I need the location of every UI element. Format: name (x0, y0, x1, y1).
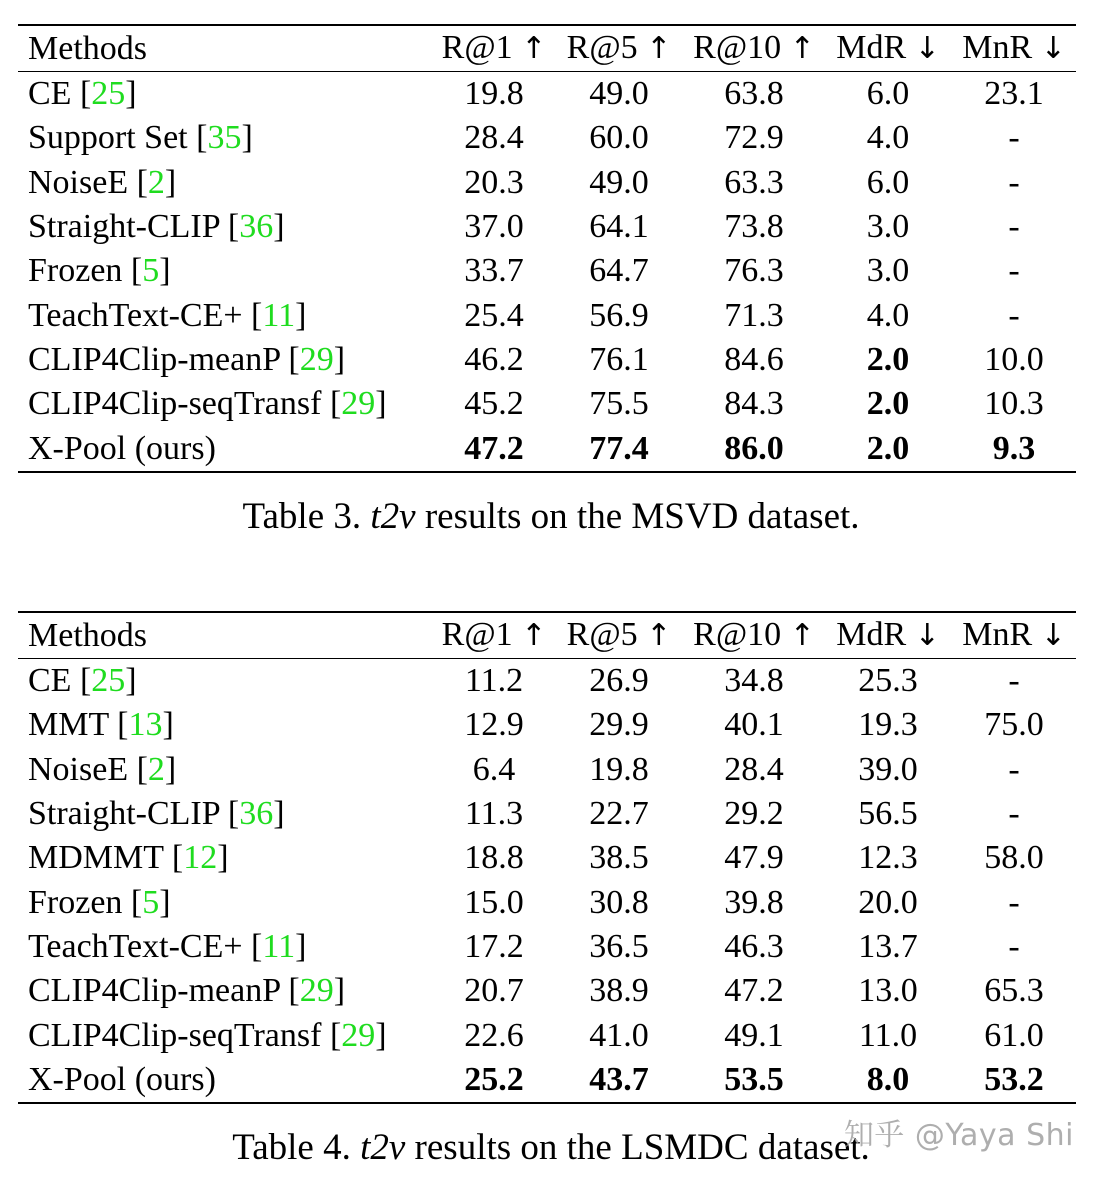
table4-header (18, 612, 1076, 659)
value-cell-r-10: 28.4 (724, 750, 784, 788)
value-cell-mnr: 58.0 (984, 839, 1044, 877)
value-cell-mnr: 10.3 (984, 385, 1044, 423)
value-cell-mnr: - (1008, 119, 1020, 157)
value-cell-r-10: 47.2 (724, 972, 784, 1010)
method-cell: CLIP4Clip-meanP [29] (28, 972, 346, 1010)
table4-header-r-10 (684, 612, 824, 659)
table-row (18, 925, 1076, 969)
table3-caption-math: t2v (370, 496, 416, 537)
value-cell-r-1: 28.4 (464, 119, 524, 157)
header-label: MdR (836, 29, 907, 66)
value-cell-r-1: 17.2 (464, 927, 524, 965)
value-cell-mdr: 4.0 (866, 119, 910, 157)
method-cell: Straight-CLIP [36] (28, 795, 285, 833)
table-row (18, 748, 1076, 792)
table-row (18, 161, 1076, 205)
value-cell-mnr: - (1008, 750, 1020, 788)
table4-header-mdr (824, 612, 952, 659)
method-name: CLIP4Clip-seqTransf (28, 1016, 330, 1054)
value-cell-mdr: 25.3 (858, 662, 918, 700)
method-cell (18, 1058, 434, 1103)
method-cell: MMT [13] (28, 706, 174, 744)
value-cell-mnr: 9.3 (952, 426, 1076, 471)
value-cell-r-10: 63.8 (724, 75, 784, 113)
table3-header-r-1 (434, 25, 554, 72)
table-row (18, 1058, 1076, 1103)
value-cell-mnr: - (1008, 252, 1020, 290)
citation-link[interactable]: 29 (299, 340, 334, 378)
citation-link[interactable]: 36 (239, 795, 274, 833)
value-cell-mnr: 65.3 (984, 972, 1044, 1010)
method-cell: MDMMT [12] (28, 839, 229, 877)
header-label: MnR (962, 616, 1033, 653)
header-label: R@1 (441, 616, 513, 653)
method-cell: Support Set [35] (28, 119, 253, 157)
table-row (18, 205, 1076, 249)
table3-caption-text: results on the MSVD dataset. (424, 496, 860, 537)
method-cell: CLIP4Clip-seqTransf [29] (28, 1016, 387, 1054)
citation-link[interactable]: 25 (91, 75, 126, 113)
method-name: X-Pool (ours) (28, 1060, 216, 1098)
method-cell: TeachText-CE+ [11] (28, 927, 307, 965)
value-cell-mnr: - (1008, 662, 1020, 700)
header-label: R@1 (441, 29, 513, 66)
header-label: R@10 (693, 616, 782, 653)
method-name: Frozen (28, 883, 131, 921)
method-cell: TeachText-CE+ [11] (28, 296, 307, 334)
citation-link[interactable]: 12 (183, 839, 218, 877)
value-cell-r-10: 84.3 (724, 385, 784, 423)
table3-header-methods (18, 25, 434, 72)
table3-header-mnr (952, 25, 1076, 72)
value-cell-mnr: 75.0 (984, 706, 1044, 744)
citation-link[interactable]: 29 (341, 1016, 376, 1054)
method-name: X-Pool (ours) (28, 429, 216, 467)
arrow-up-icon: ↑ (646, 618, 672, 653)
value-cell-r-5: 60.0 (589, 119, 649, 157)
value-cell-r-1: 19.8 (464, 75, 524, 113)
value-cell-r-1: 45.2 (464, 385, 524, 423)
method-name: NoiseE (28, 163, 137, 201)
value-cell-r-1: 46.2 (464, 340, 524, 378)
method-cell (18, 426, 434, 471)
value-cell-r-10: 46.3 (724, 927, 784, 965)
value-cell-r-10: 73.8 (724, 208, 784, 246)
table3-caption-prefix: Table 3. (242, 496, 362, 537)
table4-header-mnr (952, 612, 1076, 659)
table-row (18, 969, 1076, 1013)
value-cell-r-5: 75.5 (589, 385, 649, 423)
arrow-up-icon: ↑ (521, 31, 547, 66)
table-row (18, 382, 1076, 426)
method-name: Support Set (28, 119, 197, 157)
method-cell: CE [25] (28, 75, 137, 113)
citation-link[interactable]: 11 (262, 296, 296, 334)
citation-link[interactable]: 2 (147, 163, 165, 201)
table-row (18, 338, 1076, 382)
value-cell-mnr: 53.2 (952, 1058, 1076, 1103)
value-cell-r-1: 20.7 (464, 972, 524, 1010)
value-cell-r-5: 41.0 (589, 1016, 649, 1054)
table4-caption-math: t2v (360, 1127, 406, 1168)
value-cell-r-5: 22.7 (589, 795, 649, 833)
watermark: 知乎 @Yaya Shi (843, 1118, 1074, 1153)
header-label: R@5 (566, 29, 638, 66)
value-cell-mnr: - (1008, 883, 1020, 921)
method-cell: CE [25] (28, 662, 137, 700)
value-cell-mdr: 12.3 (858, 839, 918, 877)
method-name: Straight-CLIP (28, 208, 228, 246)
table4 (18, 611, 1076, 1104)
value-cell-mdr: 6.0 (866, 75, 910, 113)
value-cell-r-5: 49.0 (589, 163, 649, 201)
value-cell-mdr: 11.0 (858, 1016, 918, 1054)
value-cell-r-1: 12.9 (464, 706, 524, 744)
value-cell-mnr: - (1008, 208, 1020, 246)
table3 (18, 24, 1076, 473)
table-row (18, 703, 1076, 747)
citation-link[interactable]: 2 (147, 750, 165, 788)
value-cell-r-5: 29.9 (589, 706, 649, 744)
value-cell-mdr: 2.0 (866, 340, 910, 378)
value-cell-r-5: 49.0 (589, 75, 649, 113)
value-cell-r-1: 47.2 (434, 426, 554, 471)
citation-link[interactable]: 29 (299, 972, 334, 1010)
value-cell-mnr: 23.1 (984, 75, 1044, 113)
header-label: R@5 (566, 616, 638, 653)
table3-header-r-5 (554, 25, 684, 72)
citation-link[interactable]: 5 (142, 883, 160, 921)
value-cell-r-10: 63.3 (724, 163, 784, 201)
method-name: MMT (28, 706, 118, 744)
arrow-up-icon: ↑ (521, 618, 547, 653)
table4-header-methods (18, 612, 434, 659)
value-cell-r-5: 30.8 (589, 883, 649, 921)
table4-header-r-1 (434, 612, 554, 659)
value-cell-r-1: 15.0 (464, 883, 524, 921)
value-cell-mdr: 3.0 (866, 252, 910, 290)
table-row (18, 836, 1076, 880)
value-cell-r-10: 34.8 (724, 662, 784, 700)
table-row (18, 116, 1076, 160)
table-row (18, 293, 1076, 337)
value-cell-r-1: 22.6 (464, 1016, 524, 1054)
arrow-down-icon: ↓ (1040, 618, 1066, 653)
method-cell: Straight-CLIP [36] (28, 208, 285, 246)
method-cell: Frozen [5] (28, 252, 171, 290)
table3-caption (0, 495, 1102, 539)
citation-link[interactable]: 5 (142, 252, 160, 290)
value-cell-mdr: 13.0 (858, 972, 918, 1010)
value-cell-r-1: 25.2 (434, 1058, 554, 1103)
value-cell-r-1: 20.3 (464, 163, 524, 201)
value-cell-mdr: 3.0 (866, 208, 910, 246)
value-cell-r-5: 43.7 (554, 1058, 684, 1103)
value-cell-r-5: 38.5 (589, 839, 649, 877)
value-cell-r-5: 76.1 (589, 340, 649, 378)
table-row (18, 426, 1076, 471)
method-name: CLIP4Clip-meanP (28, 340, 289, 378)
header-label: Methods (28, 29, 147, 67)
arrow-down-icon: ↓ (914, 618, 940, 653)
header-label: R@10 (693, 29, 782, 66)
value-cell-mdr: 39.0 (858, 750, 918, 788)
value-cell-mnr: - (1008, 927, 1020, 965)
value-cell-mdr: 56.5 (858, 795, 918, 833)
value-cell-mdr: 6.0 (866, 163, 910, 201)
value-cell-r-5: 64.7 (589, 252, 649, 290)
table4-body (18, 659, 1076, 1103)
value-cell-r-5: 36.5 (589, 927, 649, 965)
table4-header-r-5 (554, 612, 684, 659)
method-name: CLIP4Clip-meanP (28, 972, 289, 1010)
value-cell-mnr: - (1008, 296, 1020, 334)
method-cell: CLIP4Clip-meanP [29] (28, 340, 346, 378)
table3-header (18, 25, 1076, 72)
header-label: MnR (962, 29, 1033, 66)
method-cell: CLIP4Clip-seqTransf [29] (28, 385, 387, 423)
value-cell-r-1: 18.8 (464, 839, 524, 877)
table4-caption-text: results on the LSMDC dataset. (414, 1127, 870, 1168)
arrow-up-icon: ↑ (646, 31, 672, 66)
value-cell-r-10: 47.9 (724, 839, 784, 877)
value-cell-mdr: 13.7 (858, 927, 918, 965)
value-cell-r-10: 40.1 (724, 706, 784, 744)
arrow-down-icon: ↓ (914, 31, 940, 66)
value-cell-r-10: 86.0 (684, 426, 824, 471)
table-row (18, 792, 1076, 836)
table-row (18, 1013, 1076, 1057)
value-cell-r-10: 49.1 (724, 1016, 784, 1054)
method-cell: NoiseE [2] (28, 750, 177, 788)
header-label: MdR (836, 616, 907, 653)
citation-link[interactable]: 25 (91, 662, 126, 700)
table-row (18, 659, 1076, 704)
method-name: CLIP4Clip-seqTransf (28, 385, 330, 423)
value-cell-mdr: 4.0 (866, 296, 910, 334)
arrow-down-icon: ↓ (1040, 31, 1066, 66)
value-cell-r-1: 25.4 (464, 296, 524, 334)
value-cell-r-1: 11.3 (464, 795, 524, 833)
value-cell-r-1: 37.0 (464, 208, 524, 246)
value-cell-mdr: 8.0 (824, 1058, 952, 1103)
value-cell-mdr: 2.0 (824, 426, 952, 471)
arrow-up-icon: ↑ (789, 618, 815, 653)
table-row (18, 249, 1076, 293)
method-name: TeachText-CE+ (28, 927, 252, 965)
header-label: Methods (28, 616, 147, 654)
table3-body (18, 72, 1076, 472)
method-cell: Frozen [5] (28, 883, 171, 921)
method-name: Straight-CLIP (28, 795, 228, 833)
value-cell-r-1: 6.4 (472, 750, 516, 788)
table-row (18, 880, 1076, 924)
value-cell-r-10: 84.6 (724, 340, 784, 378)
table4-caption-prefix: Table 4. (232, 1127, 351, 1168)
value-cell-r-10: 72.9 (724, 119, 784, 157)
value-cell-r-10: 39.8 (724, 883, 784, 921)
table3-header-mdr (824, 25, 952, 72)
method-name: CE (28, 75, 80, 113)
value-cell-mdr: 2.0 (866, 385, 910, 423)
citation-link[interactable]: 29 (341, 385, 376, 423)
value-cell-r-1: 11.2 (464, 662, 524, 700)
value-cell-r-5: 19.8 (589, 750, 649, 788)
value-cell-mnr: - (1008, 795, 1020, 833)
method-name: CE (28, 662, 80, 700)
value-cell-mdr: 19.3 (858, 706, 918, 744)
value-cell-mnr: - (1008, 163, 1020, 201)
value-cell-r-10: 29.2 (724, 795, 784, 833)
value-cell-r-10: 53.5 (684, 1058, 824, 1103)
value-cell-r-1: 33.7 (464, 252, 524, 290)
citation-link[interactable]: 13 (128, 706, 163, 744)
method-name: NoiseE (28, 750, 137, 788)
table-row (18, 72, 1076, 117)
value-cell-r-5: 26.9 (589, 662, 649, 700)
method-name: MDMMT (28, 839, 172, 877)
citation-link[interactable]: 36 (239, 208, 274, 246)
arrow-up-icon: ↑ (789, 31, 815, 66)
value-cell-r-10: 71.3 (724, 296, 784, 334)
value-cell-r-5: 56.9 (589, 296, 649, 334)
value-cell-mnr: 61.0 (984, 1016, 1044, 1054)
value-cell-r-5: 77.4 (554, 426, 684, 471)
value-cell-mnr: 10.0 (984, 340, 1044, 378)
value-cell-r-5: 64.1 (589, 208, 649, 246)
table3-header-r-10 (684, 25, 824, 72)
value-cell-r-10: 76.3 (724, 252, 784, 290)
value-cell-r-5: 38.9 (589, 972, 649, 1010)
method-cell: NoiseE [2] (28, 163, 177, 201)
method-name: Frozen (28, 252, 131, 290)
method-name: TeachText-CE+ (28, 296, 252, 334)
citation-link[interactable]: 11 (262, 927, 296, 965)
citation-link[interactable]: 35 (207, 119, 242, 157)
value-cell-mdr: 20.0 (858, 883, 918, 921)
